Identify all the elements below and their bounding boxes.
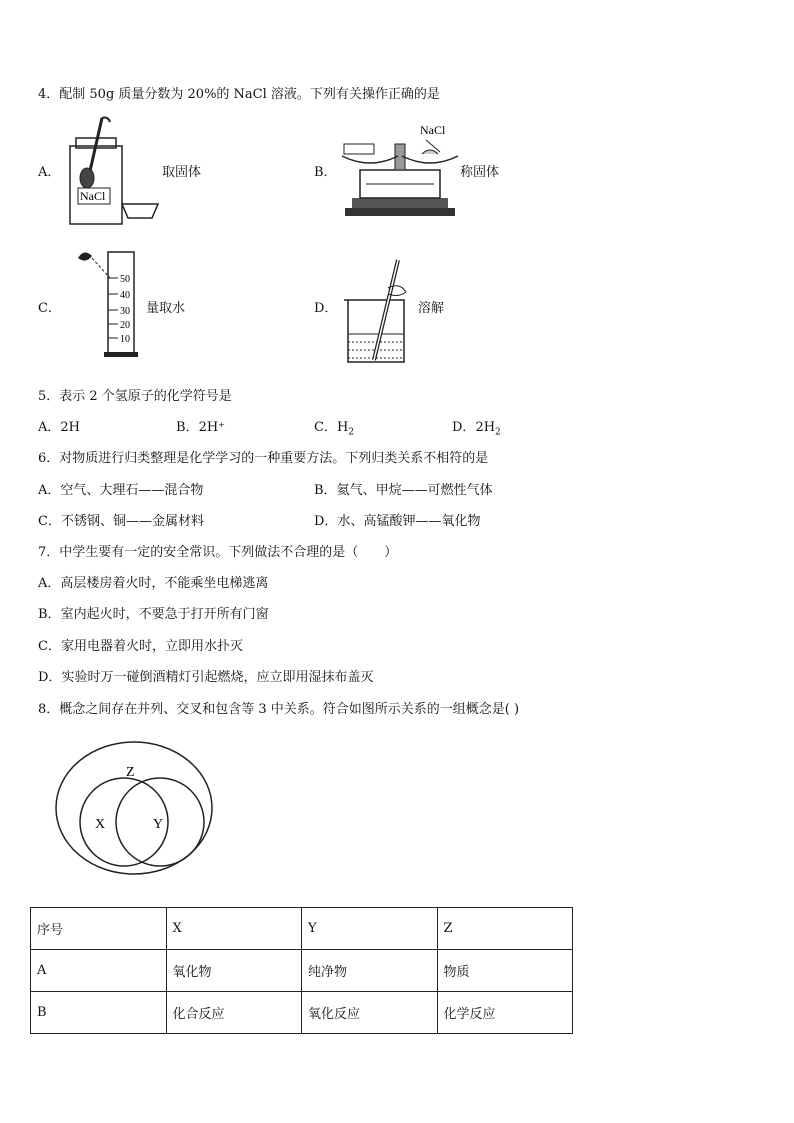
- q7-option-d: D．实验时万一碰倒酒精灯引起燃烧，应立即用湿抹布盖灭: [38, 670, 374, 685]
- q4-option-b-caption: 称固体: [460, 165, 500, 180]
- q7-stem: 7．中学生要有一定的安全常识。下列做法不合理的是（ ）: [38, 545, 398, 560]
- circle-z: [56, 742, 212, 874]
- table-cell: 化学反应: [437, 992, 573, 1034]
- scale-30: 30: [120, 306, 130, 317]
- q5-option-c: C．$H_2$: [314, 420, 355, 438]
- header-cell: Z: [437, 908, 573, 950]
- q6-option-d: D．水、高锰酸钾——氧化物: [314, 514, 481, 529]
- q6-option-b: B．氦气、甲烷——可燃性气体: [314, 483, 493, 498]
- table-cell: A: [31, 950, 167, 992]
- beaker-figure: [340, 256, 420, 368]
- table-cell: B: [31, 992, 167, 1034]
- q4-option-c-letter: C．: [38, 301, 61, 316]
- scale-10: 10: [120, 334, 130, 345]
- q7-option-a: A．高层楼房着火时，不能乘坐电梯逃离: [38, 576, 269, 591]
- q5-option-b: B．2H⁺: [176, 420, 226, 435]
- header-cell: Y: [302, 908, 438, 950]
- q4-option-c-caption: 量取水: [146, 301, 186, 316]
- q7-option-c: C．家用电器着火时，立即用水扑灭: [38, 639, 243, 654]
- label-x: X: [95, 817, 106, 832]
- q4-option-a-letter: A．: [38, 165, 61, 180]
- scale-50: 50: [120, 274, 130, 285]
- balance-figure: [340, 120, 460, 218]
- table-cell: 氧化物: [166, 950, 302, 992]
- label-z: Z: [126, 765, 135, 780]
- header-cell: 序号: [31, 908, 167, 950]
- concept-table: [30, 907, 573, 1034]
- header-cell: X: [166, 908, 302, 950]
- cylinder-figure: [74, 244, 144, 360]
- jar-label: NaCl: [80, 189, 106, 203]
- table-cell: 物质: [437, 950, 573, 992]
- q5-option-a: A．2H: [38, 420, 80, 435]
- q4-stem: 4．配制 50g 质量分数为 20%的 NaCl 溶液。下列有关操作正确的是: [38, 87, 440, 102]
- q4-option-d-caption: 溶解: [418, 301, 445, 316]
- table-cell: 氧化反应: [302, 992, 438, 1034]
- q8-stem: 8．概念之间存在并列、交叉和包含等 3 中关系。符合如图所示关系的一组概念是( ): [38, 702, 520, 717]
- table-header-row: [31, 908, 573, 950]
- pan-label: NaCl: [420, 123, 446, 137]
- table-cell: 纯净物: [302, 950, 438, 992]
- scale-40: 40: [120, 290, 130, 301]
- q5-option-d: D．$2H_2$: [452, 420, 501, 438]
- q5-stem: 5．表示 2 个氢原子的化学符号是: [38, 389, 232, 404]
- q4-option-a-caption: 取固体: [162, 165, 202, 180]
- label-y: Y: [153, 817, 164, 832]
- q6-option-a: A．空气、大理石——混合物: [38, 483, 204, 498]
- venn-diagram: [50, 738, 220, 878]
- q6-option-c: C．不锈钢、铜——金属材料: [38, 514, 204, 529]
- scale-20: 20: [120, 320, 130, 331]
- table-row: [31, 950, 573, 992]
- q6-stem: 6．对物质进行归类整理是化学学习的一种重要方法。下列归类关系不相符的是: [38, 451, 489, 466]
- q7-option-b: B．室内起火时，不要急于打开所有门窗: [38, 607, 269, 622]
- table-cell: 化合反应: [166, 992, 302, 1034]
- table-row: [31, 992, 573, 1034]
- q4-option-b-letter: B．: [314, 165, 337, 180]
- jar-spoon-figure: [62, 116, 172, 228]
- q4-option-d-letter: D．: [314, 301, 338, 316]
